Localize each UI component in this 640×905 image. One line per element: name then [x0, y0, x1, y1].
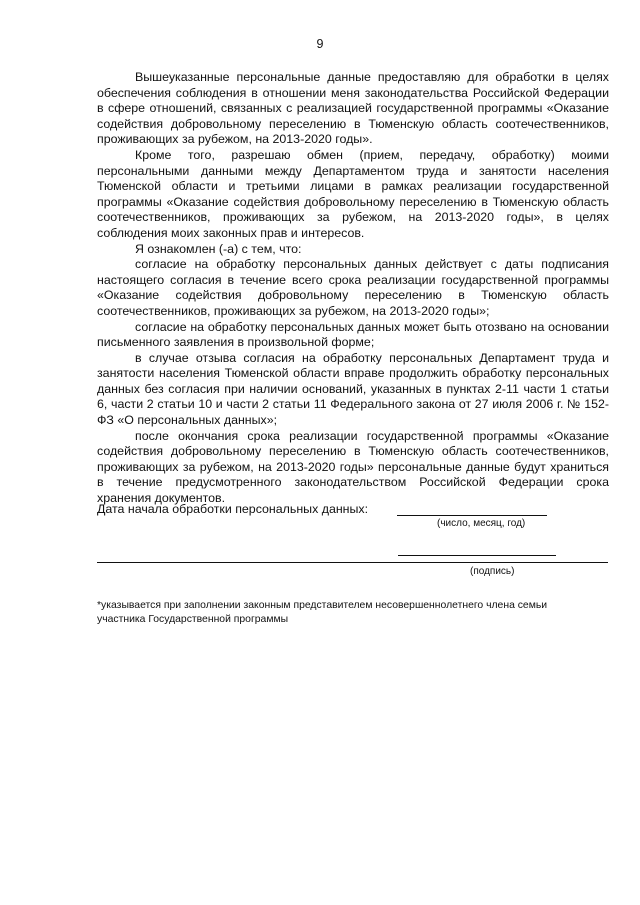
- paragraph-purpose: Вышеуказанные персональные данные предоставляю для обработки в целях обеспечения соблюдения в отношении меня законодательства Российской Федерации в сфере отношений, связанных с реализацией государственной программы «Оказание содействия добровольному переселению в Тюменскую область соотечественников, проживающих за рубежом, на 2013-2020 годы».: [97, 70, 609, 147]
- signature-caption: (подпись): [470, 566, 515, 577]
- consent-body: [97, 70, 609, 507]
- date-caption: (число, месяц, год): [437, 518, 526, 529]
- date-label: Дата начала обработки персональных данных:: [97, 502, 369, 516]
- paragraph-revocation-processing: в случае отзыва согласия на обработку персональных Департамент труда и занятости населения Тюменской области вправе продолжить обработку персональных данных без согласия при наличии оснований, указанных в пунктах 2-11 части 1 статьи 6, части 2 статьи 10 и части 2 статьи 11 Федерального закона от 27 июля 2006 г. № 152-ФЗ «О персональных данных»;: [97, 350, 609, 428]
- signature-line[interactable]: [398, 555, 556, 556]
- page-number: 9: [316, 37, 324, 51]
- date-input-line[interactable]: [397, 515, 547, 516]
- paragraph-acknowledgement: Я ознакомлен (-а) с тем, что:: [135, 241, 302, 256]
- footnote-line-2: участника Государственной программы: [97, 613, 289, 625]
- paragraph-consent-duration: согласие на обработку персональных данных действует с даты подписания настоящего согласия в течение всего срока реализации государственной программы «Оказание содействия добровольному переселению в Тюменскую область соотечественников, проживающих за рубежом, на 2013-2020 годы»;: [97, 257, 609, 318]
- processing-start-date-row: [97, 502, 609, 534]
- paragraph-consent-revocation: согласие на обработку персональных данных может быть отозвано на основании письменного заявления в произвольной форме;: [97, 319, 609, 350]
- paragraph-after-program: после окончания срока реализации государственной программы «Оказание содействия добровольному переселению в Тюменскую область соотечественников, проживающих за рубежом, на 2013-2020 годы» персональные данные будут храниться в течение предусмотренного законодательством Российской Федерации срока хранения документов.: [97, 428, 609, 506]
- paragraph-data-exchange: Кроме того, разрешаю обмен (прием, передачу, обработку) моими персональными данными между Департаментом труда и занятости населения Тюменской области и третьими лицами в рамках реализации государственной программы «Оказание содействия добровольному переселению в Тюменскую область соотечественников, проживающих за рубежом, на 2013-2020 годы», в целях соблюдения моих законных прав и интересов.: [97, 147, 609, 240]
- footnote-line-1: *указывается при заполнении законным представителем несовершеннолетнего члена семьи: [97, 600, 548, 611]
- footnote: [97, 599, 597, 626]
- full-width-line: [97, 562, 608, 563]
